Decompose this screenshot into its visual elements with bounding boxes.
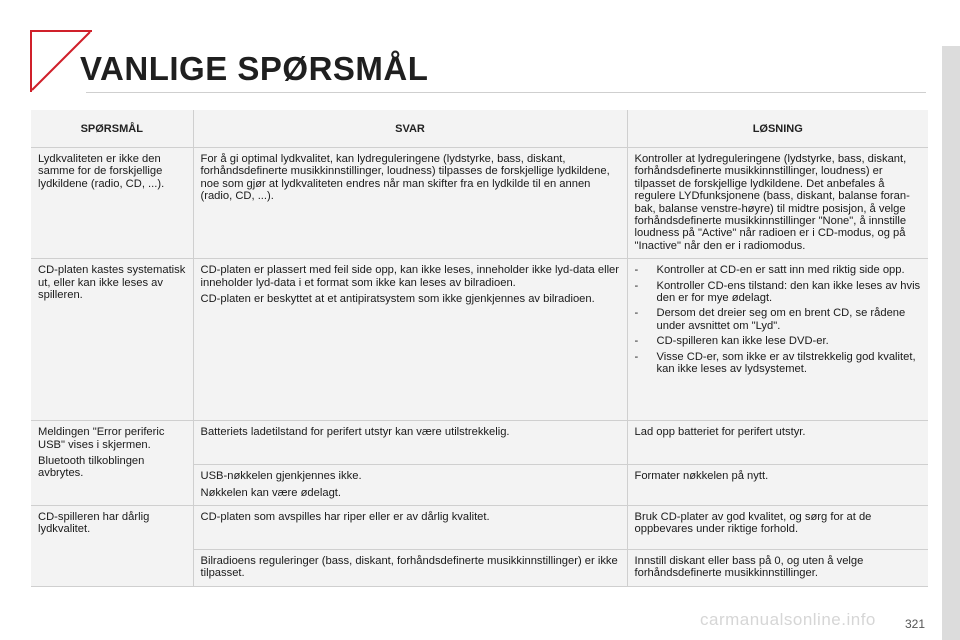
list-item: - Kontroller CD-ens tilstand: den kan ikke leses av hvis den er for mye ødelagt.: [635, 280, 924, 305]
table-row: [31, 259, 928, 421]
solution-cell: Innstill diskant eller bass på 0, og uten å velge forhåndsdefinerte musikkinnstillinger.: [627, 550, 928, 587]
table-row: [31, 506, 928, 550]
answer-cell: For å gi optimal lydkvalitet, kan lydreguleringene (lydstyrke, bass, diskant, forhåndsdefinerte musikkinnstillinger, loudness) tilpasses de forskjellige lydkildene, noe som gjør at lydkvaliteten endres når man skifter fra en lydkilde til en annen (radio, CD, ...).: [193, 148, 627, 259]
question-cell: CD-platen kastes systematisk ut, eller kan ikke leses av spilleren.: [31, 259, 193, 421]
page-number: 321: [905, 617, 926, 631]
solution-cell: Formater nøkkelen på nytt.: [627, 465, 928, 506]
table-header-row: [31, 110, 928, 148]
list-item: - CD-spilleren kan ikke lese DVD-er.: [635, 335, 924, 347]
list-item: - Kontroller at CD-en er satt inn med riktig side opp.: [635, 264, 924, 276]
page-side-bar: [942, 46, 960, 640]
table-row: [31, 148, 928, 259]
answer-cell: CD-platen som avspilles har riper eller er av dårlig kvalitet.: [193, 506, 627, 550]
solution-cell: [627, 259, 928, 421]
question-paragraph: Meldingen "Error periferic USB" vises i skjermen.: [38, 426, 165, 451]
question-cell: Lydkvaliteten er ikke den samme for de forskjellige lydkildene (radio, CD, ...).: [31, 148, 193, 259]
answer-paragraph: Nøkkelen kan være ødelagt.: [200, 486, 342, 499]
solution-cell: Kontroller at lydreguleringene (lydstyrke, bass, diskant, forhåndsdefinerte musikkinnstillinger, loudness) er tilpasset de forskjellige lydkildene. Det anbefales å regulere LYDfunksjonene (bass, diskant, balanse foran-bak, balanse venstre-høyre) til midtre posisjon, å velge forhåndsdefinerte musikkinnstillinger "None", å innstille loudness på "Active" når radioen er i CD-modus, og på "Inactive" når den er i radiomodus.: [627, 148, 928, 259]
question-cell: [31, 421, 193, 506]
answer-paragraph: CD-platen er beskyttet at et antipiratsystem som ikke gjenkjennes av bilradioen.: [200, 293, 595, 306]
table-row: [31, 421, 928, 465]
page-title: VANLIGE SPØRSMÅL: [80, 50, 429, 87]
solution-cell: Bruk CD-plater av god kvalitet, og sørg for at de oppbevares under riktige forhold.: [627, 506, 928, 550]
question-cell: CD-spilleren har dårlig lydkvalitet.: [31, 506, 193, 587]
header-answer: SVAR: [193, 110, 627, 148]
watermark: carmanualsonline.info: [700, 610, 876, 629]
solution-cell: Lad opp batteriet for perifert utstyr.: [627, 421, 928, 465]
list-item: - Dersom det dreier seg om en brent CD, se rådene under avsnittet om "Lyd".: [635, 307, 924, 332]
solution-list: [635, 264, 924, 375]
faq-table: [31, 110, 928, 587]
answer-cell: Bilradioens reguleringer (bass, diskant, forhåndsdefinerte musikkinnstillinger) er ikke tilpasset.: [193, 550, 627, 587]
title-divider: [86, 92, 926, 93]
answer-paragraph: CD-platen er plassert med feil side opp, kan ikke leses, inneholder ikke lyd-data eller inneholder lyd-data i et format som ikke kan leses av bilradioen.: [200, 264, 619, 289]
question-paragraph: Bluetooth tilkoblingen avbrytes.: [38, 455, 145, 480]
answer-cell: [193, 465, 627, 506]
header-solution: LØSNING: [627, 110, 928, 148]
header-question: SPØRSMÅL: [31, 110, 193, 148]
answer-cell: [193, 259, 627, 421]
answer-paragraph: USB-nøkkelen gjenkjennes ikke.: [200, 470, 362, 483]
answer-cell: Batteriets ladetilstand for perifert utstyr kan være utilstrekkelig.: [193, 421, 627, 465]
list-item: - Visse CD-er, som ikke er av tilstrekkelig god kvalitet, kan ikke leses av lydsystemet.: [635, 351, 924, 376]
